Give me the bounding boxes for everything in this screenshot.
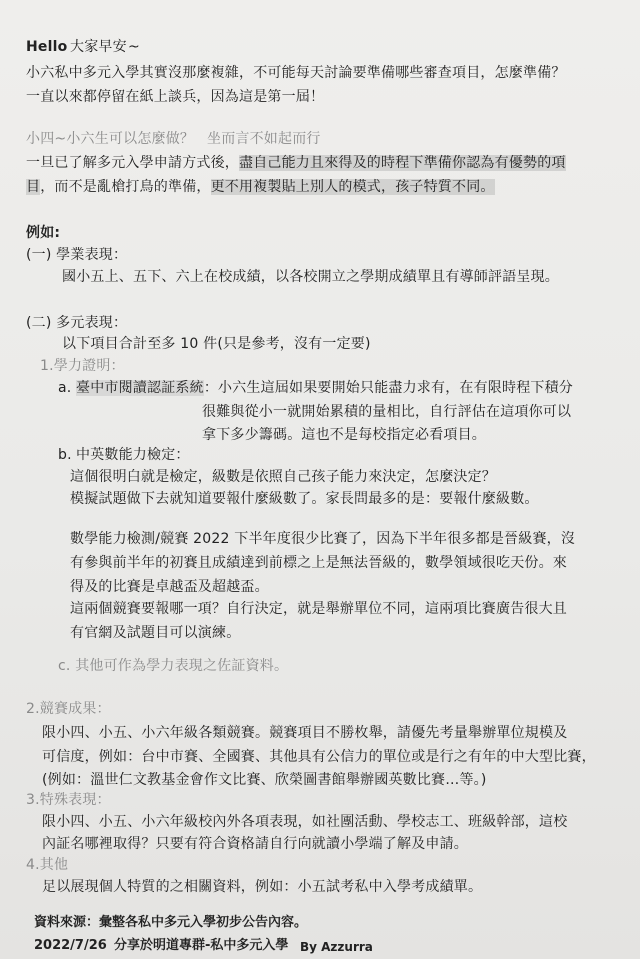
question-line-1-highlight: 盡自己能力且來得及的時程下準備你認為有優勢的項 xyxy=(239,155,566,171)
greeting-tilde: ~ xyxy=(128,39,140,55)
math-line-3: 得及的比賽是卓越盃及超越盃。 xyxy=(70,579,269,595)
example-label: 例如: xyxy=(26,225,61,241)
intro-line-1: 小六私中多元入學其實沒那麼複雜，不可能每天討論要準備哪些審查項目，怎麼準備？ xyxy=(26,65,566,81)
math-line-1: 數學能力檢測/競賽 2022 下半年度很少比賽了，因為下半年很多都是晉級賽，沒 xyxy=(70,531,576,547)
item-b-label: b. xyxy=(58,447,72,463)
question-line-2 xyxy=(26,180,495,194)
item-a-line-1-text: ：小六生這屆如果要開始只能盡力求有，在有限時程下積分 xyxy=(203,380,574,396)
item-a-label: a. xyxy=(58,380,72,396)
math-line-5: 有官網及試題目可以演練。 xyxy=(70,625,241,641)
section-question-motto: 坐而言不如起而行 xyxy=(207,131,321,147)
footer-share: 分享於明道專群-私中多元入學 xyxy=(114,938,289,953)
item-a-line-1 xyxy=(76,381,573,395)
special-line-1: 限小四、小五、小六年級校內外各項表現，如社團活動、學校志工、班級幹部，這校 xyxy=(42,814,568,830)
special-heading: 3.特殊表現： xyxy=(26,792,111,808)
math-line-4: 這兩個競賽要報哪一項？自行決定，就是舉辦單位不同，這兩項比賽廣告很大且 xyxy=(70,601,567,617)
greeting-text: 大家早安 xyxy=(70,39,127,55)
other-line-1: 足以展現個人特質的之相關資料，例如：小五試考私中入學考成績單。 xyxy=(42,879,483,895)
other-heading: 4.其他 xyxy=(26,857,69,873)
diverse-note: 以下項目合計至多 10 件(只是參考，沒有一定要) xyxy=(62,336,371,352)
ability-heading: 1.學力證明： xyxy=(40,358,125,374)
question-line-1 xyxy=(26,156,566,170)
footer-date: 2022/7/26 xyxy=(34,938,107,953)
special-line-2: 內証名哪裡取得？只要有符合資格請自行向就讀小學端了解及申請。 xyxy=(42,836,468,852)
competition-line-2: 可信度，例如：台中市賽、全國賽、其他具有公信力的單位或是行之有年的中大型比賽， xyxy=(42,749,596,765)
question-line-2-start: 目 xyxy=(26,179,41,195)
footer-source: 資料來源：彙整各私中多元入學初步公告內容。 xyxy=(34,915,308,930)
question-line-2-plain: ，而不是亂槍打鳥的準備， xyxy=(40,179,211,195)
item-b-title: 中英數能力檢定： xyxy=(76,447,190,463)
item-a-title: 臺中市閱讀認証系統 xyxy=(76,380,204,396)
competition-heading: 2.競賽成果： xyxy=(26,701,111,717)
footer-author: By Azzurra xyxy=(300,940,373,954)
item-b-line-1: 這個很明白就是檢定，級數是依照自己孩子能力來決定，怎麼決定？ xyxy=(70,469,496,485)
item-c: c. 其他可作為學力表現之佐証資料。 xyxy=(58,658,289,674)
question-line-2-highlight: 更不用複製貼上別人的模式，孩子特質不同。 xyxy=(210,179,495,195)
competition-line-1: 限小四、小五、小六年級各類競賽。競賽項目不勝枚舉，請優先考量舉辦單位規模及 xyxy=(42,725,568,741)
greeting-hello: Hello xyxy=(26,39,68,55)
academic-heading: (一) 學業表現： xyxy=(26,247,128,263)
diverse-heading: (二) 多元表現： xyxy=(26,315,128,331)
item-a-line-3: 拿下多少籌碼。這也不是每校指定必看項目。 xyxy=(202,427,486,443)
math-line-2: 有參與前半年的初賽且成績達到前標之上是無法晉級的，數學領域很吃天份。來 xyxy=(70,555,567,571)
item-b-line-2: 模擬試題做下去就知道要報什麼級數了。家長問最多的是：要報什麼級數。 xyxy=(70,491,539,507)
section-question-heading: 小四~小六生可以怎麼做？ xyxy=(26,131,195,147)
competition-line-3: (例如：溫世仁文教基金會作文比賽、欣榮圖書館舉辦國英數比賽…等。) xyxy=(42,772,487,788)
intro-line-2: 一直以來都停留在紙上談兵，因為這是第一屆！ xyxy=(26,89,325,105)
item-a-line-2: 很難與從小一就開始累積的量相比，自行評估在這項你可以 xyxy=(202,404,572,420)
question-line-1-plain: 一旦已了解多元入學申請方式後， xyxy=(26,155,239,171)
academic-text: 國小五上、五下、六上在校成績，以各校開立之學期成績單且有導師評語呈現。 xyxy=(62,269,559,285)
